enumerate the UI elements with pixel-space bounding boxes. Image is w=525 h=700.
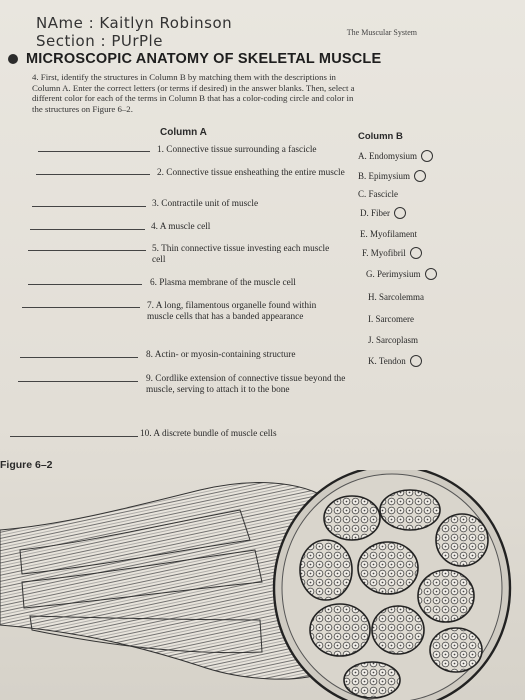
question-text: 10. A discrete bundle of muscle cells — [140, 429, 277, 439]
answer-blank[interactable] — [22, 307, 140, 308]
answer-blank[interactable] — [28, 250, 146, 251]
answer-blank[interactable] — [28, 284, 142, 285]
option-h — [368, 292, 424, 302]
option-label: E. Myofilament — [360, 229, 417, 239]
option-label: F. Myofibril — [362, 248, 406, 258]
color-coding-circle-icon[interactable] — [410, 247, 422, 259]
option-label: C. Fascicle — [358, 189, 398, 199]
fascicle-cross-section[interactable] — [310, 604, 370, 656]
option-label: I. Sarcomere — [368, 314, 414, 324]
option-e — [360, 229, 417, 239]
option-label: J. Sarcoplasm — [368, 335, 418, 345]
color-coding-circle-icon[interactable] — [425, 268, 437, 280]
question-text: 6. Plasma membrane of the muscle cell — [150, 278, 296, 288]
fascicle-cross-section[interactable] — [344, 662, 400, 698]
option-d — [360, 207, 406, 219]
page-title: MICROSCOPIC ANATOMY OF SKELETAL MUSCLE — [26, 51, 382, 67]
option-label: G. Perimysium — [366, 269, 421, 279]
muscle-anatomy-illustration[interactable] — [0, 470, 525, 700]
question-text: 5. Thin connective tissue investing each muscle cell — [152, 244, 330, 266]
color-coding-circle-icon[interactable] — [394, 207, 406, 219]
option-label: A. Endomysium — [358, 151, 418, 161]
option-a — [358, 150, 433, 162]
figure-label: Figure 6–2 — [0, 459, 53, 471]
column-b-heading: Column B — [358, 131, 403, 142]
option-label: K. Tendon — [368, 356, 406, 366]
answer-blank[interactable] — [20, 357, 138, 358]
option-i — [368, 314, 414, 324]
section-title-row — [8, 51, 381, 67]
answer-blank[interactable] — [36, 174, 150, 175]
question-text: 1. Connective tissue surrounding a fascicle — [157, 145, 317, 155]
fascicle-cross-section[interactable] — [436, 514, 488, 566]
instructions-text: 4. First, identify the structures in Column B by matching them with the descriptions in Column A. Enter the correct letters (or terms if desired) in the answer blanks. Then, select a different color for each of the terms in Column B that has a color-coding circle and color in the structures on Figure 6–2. — [32, 72, 355, 115]
fascicle-cross-section[interactable] — [430, 628, 482, 672]
question-text: 7. A long, filamentous organelle found within muscle cells that has a banded appearance — [147, 301, 317, 323]
question-text: 3. Contractile unit of muscle — [152, 199, 259, 209]
fascicle-cross-section[interactable] — [358, 542, 418, 594]
option-b — [358, 170, 426, 182]
fascicle-cross-section[interactable] — [418, 570, 474, 622]
option-k — [368, 355, 422, 367]
handwritten-name: NAme : Kaitlyn Robinson — [36, 14, 233, 32]
option-c — [358, 189, 398, 199]
question-text: 8. Actin- or myosin-containing structure — [146, 350, 296, 360]
color-coding-circle-icon[interactable] — [421, 150, 433, 162]
answer-blank[interactable] — [30, 229, 145, 230]
section-badge-icon — [8, 54, 18, 64]
question-text: 4. A muscle cell — [151, 222, 211, 232]
question-text: 9. Cordlike extension of connective tissue beyond the muscle, serving to attach it to the bone — [146, 374, 346, 396]
option-label: B. Epimysium — [358, 171, 411, 181]
fascicle-cross-section[interactable] — [300, 540, 352, 600]
fascicle-cross-section[interactable] — [380, 490, 440, 530]
question-text: 2. Connective tissue ensheathing the entire muscle — [157, 168, 345, 178]
handwritten-section: Section : PUrPle — [36, 32, 163, 50]
running-head: The Muscular System — [346, 28, 417, 37]
answer-blank[interactable] — [38, 151, 150, 152]
answer-blank[interactable] — [10, 436, 138, 437]
answer-blank[interactable] — [32, 206, 146, 207]
option-f — [362, 247, 422, 259]
column-a-heading: Column A — [160, 127, 207, 138]
fascicle-cross-section[interactable] — [372, 606, 424, 654]
option-j — [368, 335, 418, 345]
option-g — [366, 268, 437, 280]
option-label: D. Fiber — [360, 208, 390, 218]
fascicle-cross-section[interactable] — [324, 496, 380, 540]
answer-blank[interactable] — [18, 381, 138, 382]
color-coding-circle-icon[interactable] — [410, 355, 422, 367]
option-label: H. Sarcolemma — [368, 292, 424, 302]
color-coding-circle-icon[interactable] — [414, 170, 426, 182]
